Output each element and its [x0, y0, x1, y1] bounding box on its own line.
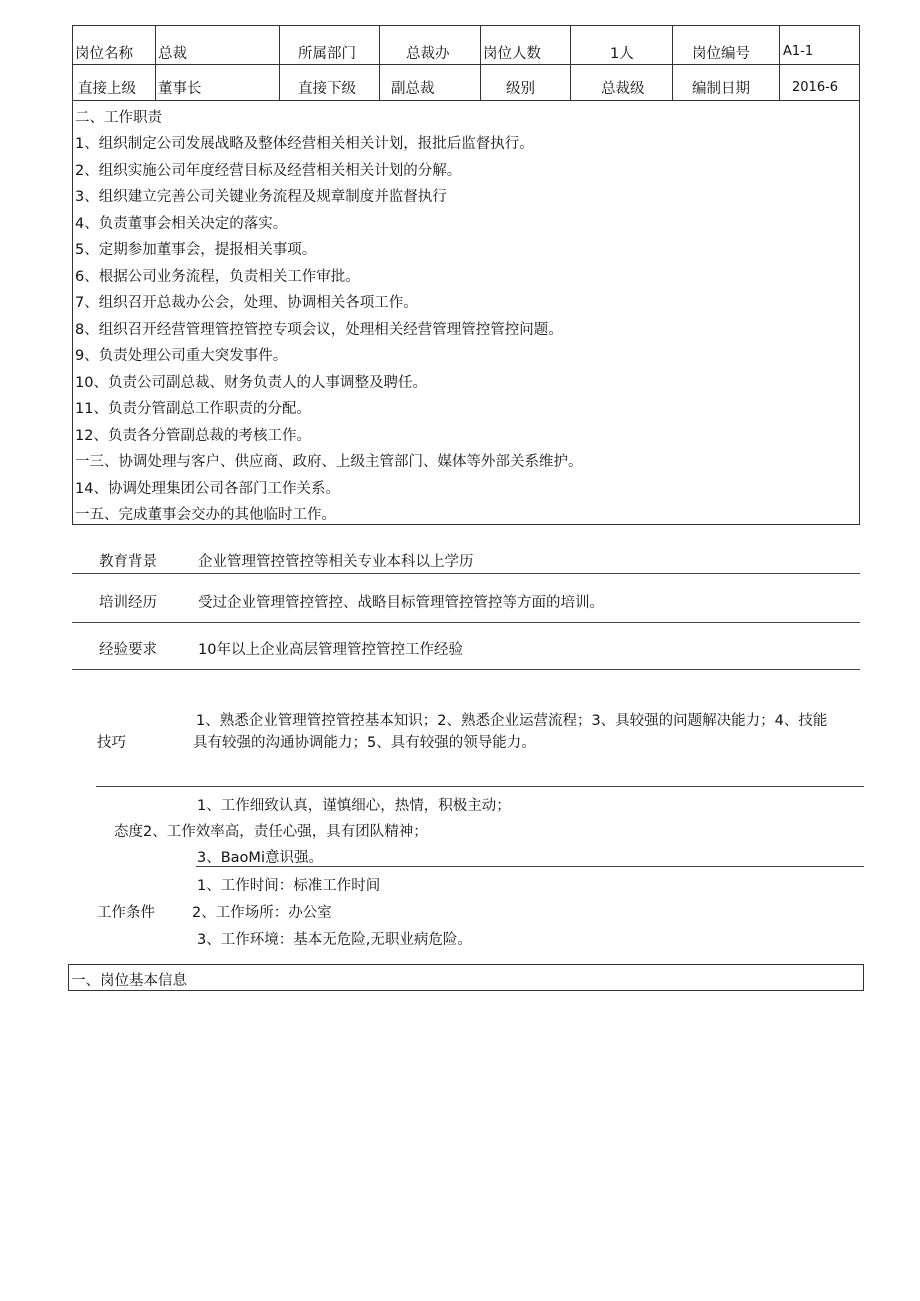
level-label: 级别 [506, 81, 535, 97]
duty-item: 12、负责各分管副总裁的考核工作。 [75, 428, 311, 444]
superior-label: 直接上级 [78, 81, 136, 97]
duty-item: 7、组织召开总裁办公会，处理、协调相关各项工作。 [75, 295, 418, 311]
duty-item: 2、组织实施公司年度经营目标及经营相关相关计划的分解。 [75, 163, 462, 179]
attitude-line-2: 态度2、工作效率高，责任心强，具有团队精神； [114, 824, 428, 840]
duty-item: 8、组织召开经营管理管控管控专项会议，处理相关经营管理管控管控问题。 [75, 322, 563, 338]
duty-item: 一三、协调处理与客户、供应商、政府、上级主管部门、媒体等外部关系维护。 [75, 454, 583, 470]
subordinate-label: 直接下级 [298, 81, 356, 97]
post-name-value: 总裁 [158, 46, 187, 62]
table-row-divider [73, 100, 859, 101]
duty-item: 11、负责分管副总工作职责的分配。 [75, 401, 311, 417]
attitude-line-1: 1、工作细致认真，谨慎细心，热情，积极主动； [197, 798, 511, 814]
training-value: 受过企业管理管控管控、战略目标管理管控管控等方面的培训。 [198, 595, 604, 611]
superior-value: 董事长 [158, 81, 202, 97]
duty-item: 一五、完成董事会交办的其他临时工作。 [75, 507, 336, 523]
duty-item: 10、负责公司副总裁、财务负责人的人事调整及聘任。 [75, 375, 427, 391]
duties-title: 二、工作职责 [75, 110, 162, 126]
duty-item: 14、协调处理集团公司各部门工作关系。 [75, 481, 340, 497]
code-label: 岗位编号 [692, 46, 750, 62]
job-info-table [72, 25, 860, 525]
skills-line-1: 1、熟悉企业管理管控管控基本知识；2、熟悉企业运营流程；3、具较强的问题解决能力；4、技能 [196, 713, 828, 729]
dept-value: 总裁办 [406, 46, 450, 62]
section-divider [72, 573, 860, 574]
education-label: 教育背景 [99, 554, 157, 570]
dept-label: 所属部门 [298, 46, 356, 62]
conditions-line-3: 3、工作环境：基本无危险,无职业病危险。 [197, 932, 472, 948]
education-value: 企业管理管控管控等相关专业本科以上学历 [198, 554, 474, 570]
table-col-divider [570, 26, 571, 100]
table-col-divider [779, 26, 780, 100]
duty-item: 1、组织制定公司发展战略及整体经营相关相关计划，报批后监督执行。 [75, 136, 534, 152]
conditions-line-2: 2、工作场所：办公室 [192, 905, 332, 921]
table-col-divider [155, 26, 156, 100]
section-divider [72, 622, 860, 623]
section-divider [196, 866, 864, 867]
experience-value: 10年以上企业高层管理管控管控工作经验 [198, 642, 463, 658]
skills-label: 技巧 [97, 735, 126, 751]
date-label: 编制日期 [692, 81, 750, 97]
table-col-divider [480, 26, 481, 100]
headcount-label: 岗位人数 [483, 46, 541, 62]
table-col-divider [672, 26, 673, 100]
basic-info-box [68, 964, 864, 991]
duty-item: 6、根据公司业务流程，负责相关工作审批。 [75, 269, 360, 285]
date-value: 2016-6 [792, 80, 839, 95]
subordinate-value: 副总裁 [391, 81, 435, 97]
conditions-label: 工作条件 [97, 905, 155, 921]
code-value: A1-1 [783, 44, 814, 59]
conditions-line-1: 1、工作时间：标准工作时间 [197, 878, 381, 894]
level-value: 总裁级 [601, 81, 645, 97]
duty-item: 4、负责董事会相关决定的落实。 [75, 216, 288, 232]
duty-item: 3、组织建立完善公司关键业务流程及规章制度并监督执行 [75, 189, 447, 205]
attitude-line-3: 3、BaoMi意识强。 [197, 850, 323, 866]
basic-info-title: 一、岗位基本信息 [71, 973, 187, 989]
experience-label: 经验要求 [99, 642, 157, 658]
table-col-divider [379, 26, 380, 100]
section-divider [96, 786, 864, 787]
section-divider [72, 669, 860, 670]
duty-item: 5、定期参加董事会，提报相关事项。 [75, 242, 317, 258]
table-col-divider [279, 26, 280, 100]
headcount-value: 1人 [610, 46, 634, 62]
duty-item: 9、负责处理公司重大突发事件。 [75, 348, 288, 364]
skills-line-2: 具有较强的沟通协调能力；5、具有较强的领导能力。 [193, 735, 536, 751]
table-row-divider [73, 64, 859, 65]
training-label: 培训经历 [99, 595, 157, 611]
post-name-label: 岗位名称 [75, 46, 133, 62]
